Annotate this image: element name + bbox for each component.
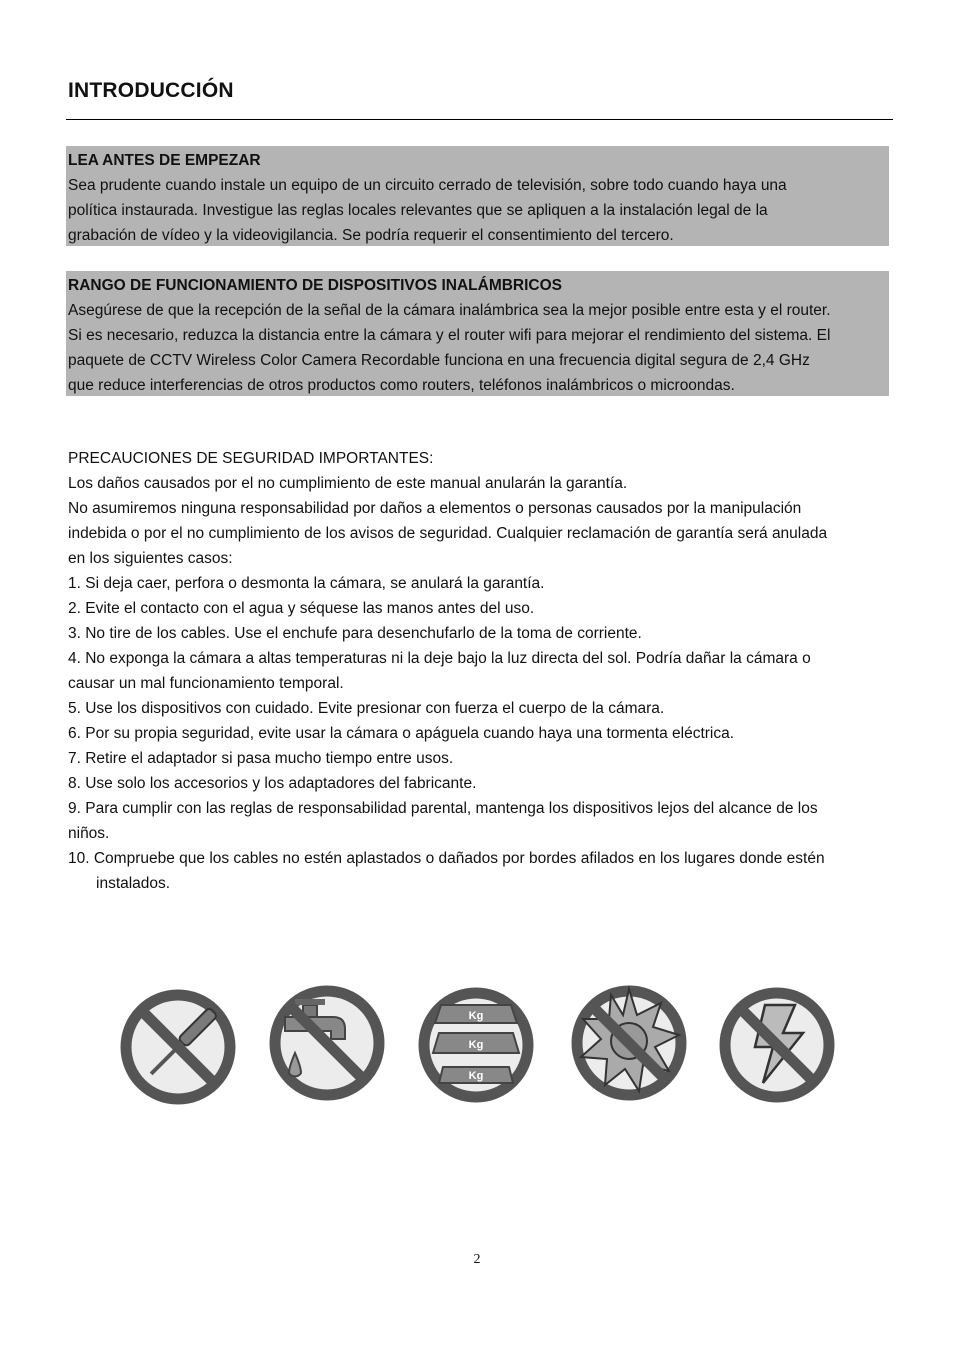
- safety-precautions: [68, 446, 898, 896]
- notice-line: que reduce interferencias de otros productos como routers, teléfonos inalámbricos o microondas.: [68, 377, 735, 394]
- no-sun-icon: [565, 975, 695, 1113]
- safety-item: 9. Para cumplir con las reglas de responsabilidad parental, mantenga los dispositivos lejos del alcance de los: [68, 800, 818, 817]
- safety-item: 5. Use los dispositivos con cuidado. Evite presionar con fuerza el cuerpo de la cámara.: [68, 700, 665, 717]
- notice-line: Sea prudente cuando instale un equipo de un circuito cerrado de televisión, sobre todo cuando haya una: [68, 177, 787, 194]
- safety-item: 2. Evite el contacto con el agua y séquese las manos antes del uso.: [68, 600, 535, 617]
- notice-wireless-range: [66, 271, 889, 396]
- notice-read-before: [66, 146, 889, 246]
- safety-line: en los siguientes casos:: [68, 550, 233, 567]
- safety-item: instalados.: [96, 875, 171, 892]
- notice-heading: RANGO DE FUNCIONAMIENTO DE DISPOSITIVOS INALÁMBRICOS: [68, 277, 563, 294]
- no-disassemble-icon: [115, 975, 245, 1113]
- safety-item: niños.: [68, 825, 110, 842]
- safety-item: 3. No tire de los cables. Use el enchufe para desenchufarlo de la toma de corriente.: [68, 625, 642, 642]
- safety-line: No asumiremos ninguna responsabilidad por daños a elementos o personas causados por la manipulación: [68, 500, 802, 517]
- notice-line: Asegúrese de que la recepción de la señal de la cámara inalámbrica sea la mejor posible entre esta y el router.: [68, 302, 831, 319]
- title-divider: [66, 119, 893, 120]
- page-number: 2: [473, 1252, 481, 1267]
- warning-icons-row: [115, 975, 845, 1113]
- weight-label: Kg: [468, 1070, 484, 1082]
- safety-item: 8. Use solo los accesorios y los adaptadores del fabricante.: [68, 775, 477, 792]
- notice-line: grabación de vídeo y la videovigilancia. Se podría requerir el consentimiento del tercero.: [68, 227, 674, 244]
- no-water-icon: [265, 975, 395, 1113]
- safety-line: indebida o por el no cumplimiento de los avisos de seguridad. Cualquier reclamación de garantía será anulada: [68, 525, 828, 542]
- safety-line: Los daños causados por el no cumplimiento de este manual anularán la garantía.: [68, 475, 628, 492]
- weight-label: Kg: [468, 1039, 484, 1051]
- safety-heading: PRECAUCIONES DE SEGURIDAD IMPORTANTES:: [68, 450, 434, 467]
- safety-item: causar un mal funcionamiento temporal.: [68, 675, 344, 692]
- page-title: INTRODUCCIÓN: [68, 79, 234, 102]
- no-lightning-icon: [713, 975, 843, 1113]
- safety-item: 7. Retire el adaptador si pasa mucho tiempo entre usos.: [68, 750, 454, 767]
- safety-item: 10. Compruebe que los cables no estén aplastados o dañados por bordes afilados en los lugares donde estén: [68, 850, 825, 867]
- notice-line: Si es necesario, reduzca la distancia entre la cámara y el router wifi para mejorar el rendimiento del sistema. El: [68, 327, 831, 344]
- weight-label: Kg: [468, 1010, 484, 1022]
- safety-item: 1. Si deja caer, perfora o desmonta la cámara, se anulará la garantía.: [68, 575, 545, 592]
- safety-item: 6. Por su propia seguridad, evite usar la cámara o apáguela cuando haya una tormenta eléctrica.: [68, 725, 735, 742]
- no-pressure-icon: [413, 975, 543, 1113]
- safety-item: 4. No exponga la cámara a altas temperaturas ni la deje bajo la luz directa del sol. Podría dañar la cámara o: [68, 650, 811, 667]
- notice-heading: LEA ANTES DE EMPEZAR: [68, 152, 261, 169]
- notice-line: política instaurada. Investigue las reglas locales relevantes que se apliquen a la instalación legal de la: [68, 202, 768, 219]
- notice-line: paquete de CCTV Wireless Color Camera Recordable funciona en una frecuencia digital segura de 2,4 GHz: [68, 352, 810, 369]
